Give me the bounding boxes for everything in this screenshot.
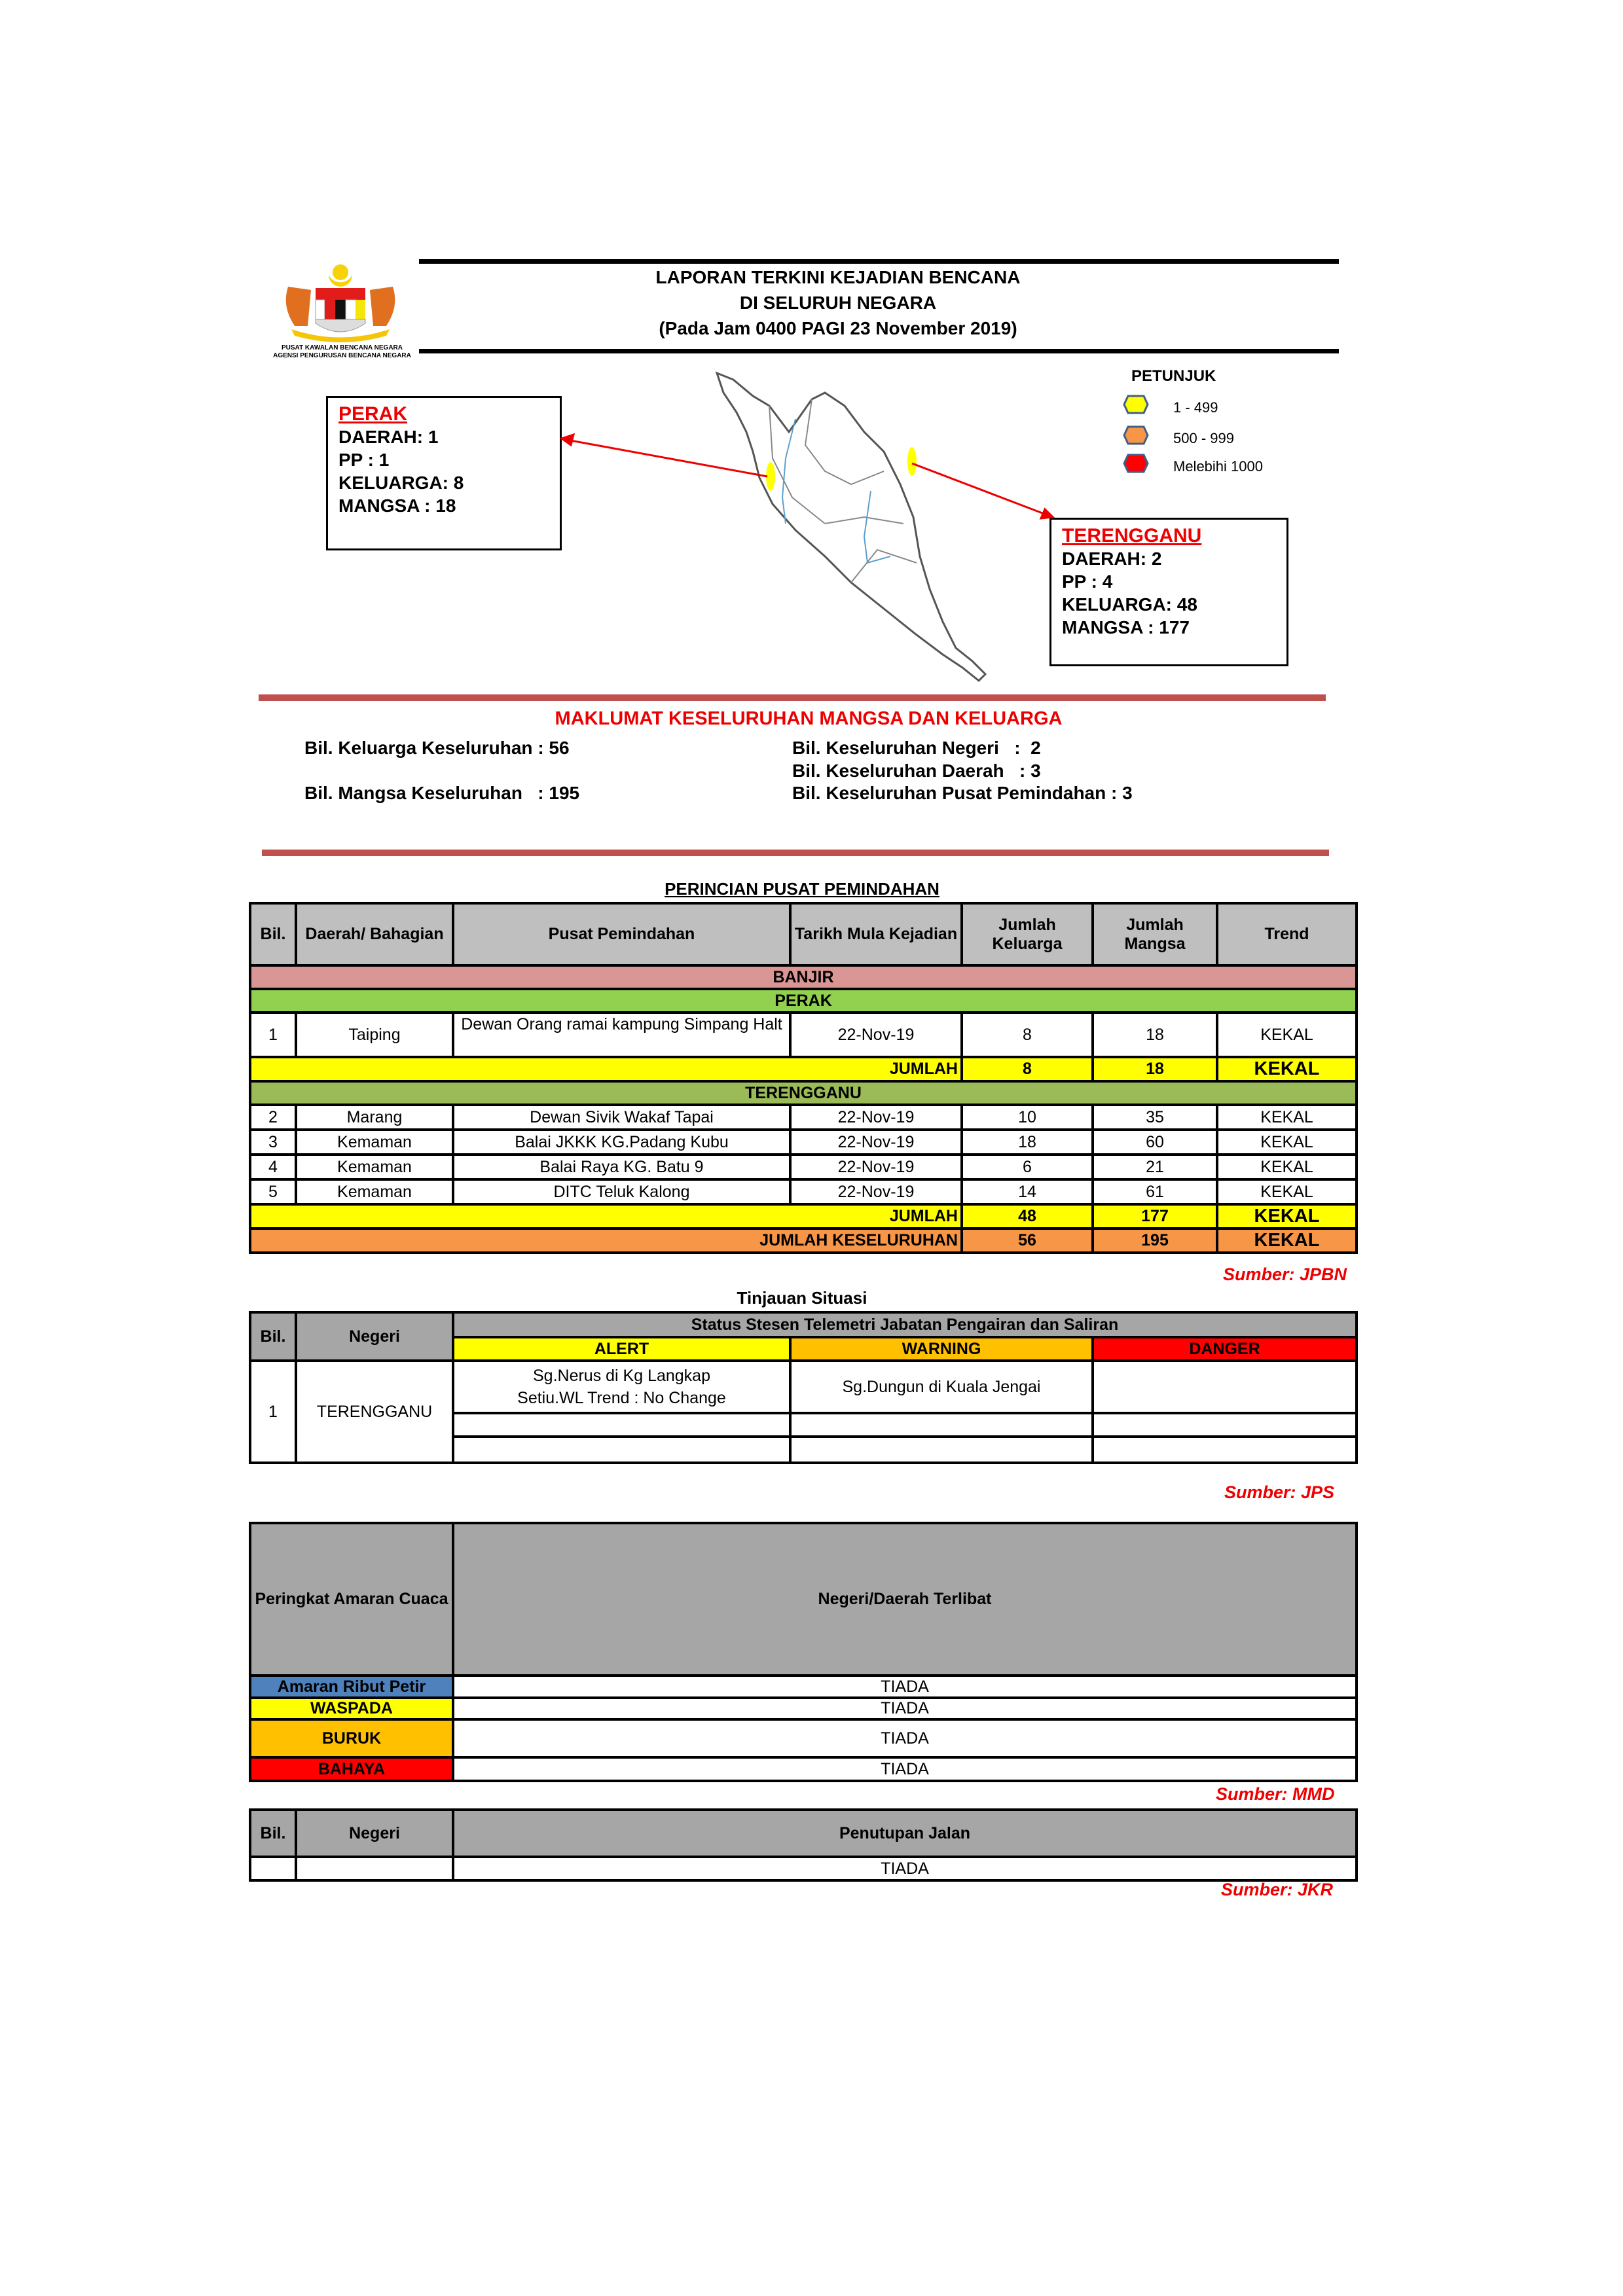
- state-row-terengganu: TERENGGANU: [250, 1081, 1357, 1105]
- col-negeri: Negeri: [296, 1810, 453, 1857]
- col-bil: Bil.: [250, 903, 296, 965]
- subtotal-keluarga: 8: [962, 1057, 1093, 1081]
- cell-tarikh: 22-Nov-19: [790, 1179, 962, 1204]
- cell-keluarga: 18: [962, 1130, 1093, 1155]
- cell-pusat: Dewan Orang ramai kampung Simpang Halt: [453, 1013, 790, 1057]
- cell-value: TIADA: [453, 1719, 1357, 1757]
- cell-value: TIADA: [453, 1757, 1357, 1781]
- cell-bil: 5: [250, 1179, 296, 1204]
- perak-pp: PP : 1: [338, 450, 390, 470]
- summary-keluarga: Bil. Keluarga Keseluruhan : 56: [304, 738, 570, 758]
- pusat-header-row: [250, 903, 1357, 965]
- table-row: [250, 1719, 1357, 1757]
- cell-keluarga: 14: [962, 1179, 1093, 1204]
- cell-bil: 4: [250, 1155, 296, 1179]
- cell-penutupan: TIADA: [453, 1857, 1357, 1880]
- summary-daerah: Bil. Keseluruhan Daerah : 3: [792, 761, 1041, 781]
- cell-keluarga: 8: [962, 1013, 1093, 1057]
- cell-danger: [1093, 1361, 1357, 1413]
- source-mmd: Sumber: MMD: [1216, 1784, 1335, 1804]
- report-datetime: (Pada Jam 0400 PAGI 23 November 2019): [659, 318, 1017, 338]
- col-bil: Bil.: [250, 1312, 296, 1361]
- table-row: [250, 1676, 1357, 1698]
- perak-daerah: DAERAH: 1: [338, 427, 439, 447]
- table-row: [250, 1179, 1357, 1204]
- disaster-type-row: BANJIR: [250, 965, 1357, 989]
- cell-daerah: Marang: [296, 1105, 453, 1130]
- table-row: [250, 1857, 1357, 1880]
- cell-trend: KEKAL: [1217, 1155, 1357, 1179]
- source-jkr: Sumber: JKR: [1221, 1880, 1334, 1899]
- cell-bil: [250, 1857, 296, 1880]
- col-status-stesen: Status Stesen Telemetri Jabatan Pengairan dan Saliran: [453, 1312, 1357, 1337]
- table-row: [250, 1698, 1357, 1719]
- logo-caption-1: PUSAT KAWALAN BENCANA NEGARA: [282, 344, 403, 351]
- col-keluarga: Jumlah Keluarga: [962, 903, 1093, 965]
- legend-yellow-hex-icon: [1123, 395, 1149, 414]
- col-danger: DANGER: [1093, 1337, 1357, 1361]
- subtotal-keluarga: 48: [962, 1204, 1093, 1229]
- amaran-cuaca-table: [249, 1522, 1358, 1782]
- cell-pusat: DITC Teluk Kalong: [453, 1179, 790, 1204]
- table-row: [250, 1155, 1357, 1179]
- cell-mangsa: 21: [1093, 1155, 1217, 1179]
- col-mangsa: Jumlah Mangsa: [1093, 903, 1217, 965]
- cell-trend: KEKAL: [1217, 1130, 1357, 1155]
- subtotal-mangsa: 18: [1093, 1057, 1217, 1081]
- cell-pusat: Balai JKKK KG.Padang Kubu: [453, 1130, 790, 1155]
- summary-bottom-bar: [262, 850, 1329, 856]
- empty-cell: [453, 1437, 790, 1463]
- perak-keluarga: KELUARGA: 8: [338, 473, 464, 493]
- col-bil: Bil.: [250, 1810, 296, 1857]
- col-warning: WARNING: [790, 1337, 1093, 1361]
- terengganu-mangsa: MANGSA : 177: [1062, 617, 1190, 637]
- cell-pusat: Balai Raya KG. Batu 9: [453, 1155, 790, 1179]
- alert-station-1: Sg.Nerus di Kg Langkap: [532, 1367, 710, 1385]
- legend-label-3: Melebihi 1000: [1173, 458, 1263, 475]
- cell-bil: 3: [250, 1130, 296, 1155]
- cell-daerah: Kemaman: [296, 1179, 453, 1204]
- col-trend: Trend: [1217, 903, 1357, 965]
- cell-negeri: TERENGGANU: [296, 1361, 453, 1463]
- cell-tarikh: 22-Nov-19: [790, 1155, 962, 1179]
- tinjauan-title: Tinjauan Situasi: [737, 1288, 867, 1308]
- cell-value: TIADA: [453, 1676, 1357, 1698]
- alert-station-2: Setiu.WL Trend : No Change: [517, 1389, 726, 1407]
- summary-top-bar: [259, 694, 1326, 701]
- cell-bil: 1: [250, 1361, 296, 1463]
- legend-orange-hex-icon: [1123, 425, 1149, 445]
- empty-cell: [790, 1437, 1093, 1463]
- col-pusat: Pusat Pemindahan: [453, 903, 790, 965]
- penutupan-jalan-table: [249, 1808, 1358, 1882]
- terengganu-affected-area: [907, 447, 917, 476]
- legend-red-hex-icon: [1123, 454, 1149, 473]
- source-jps: Sumber: JPS: [1224, 1482, 1335, 1502]
- cell-warning: Sg.Dungun di Kuala Jengai: [790, 1361, 1093, 1413]
- cell-trend: KEKAL: [1217, 1179, 1357, 1204]
- col-negeri: Negeri: [296, 1312, 453, 1361]
- table-row: [250, 1105, 1357, 1130]
- cell-daerah: Kemaman: [296, 1130, 453, 1155]
- summary-negeri: Bil. Keseluruhan Negeri : 2: [792, 738, 1041, 758]
- logo-caption-2: AGENSI PENGURUSAN BENCANA NEGARA: [273, 352, 411, 359]
- subtotal-row-terengganu: [250, 1204, 1357, 1229]
- summary-mangsa: Bil. Mangsa Keseluruhan : 195: [304, 783, 580, 803]
- cell-tarikh: 22-Nov-19: [790, 1130, 962, 1155]
- col-daerah: Daerah/ Bahagian: [296, 903, 453, 965]
- cell-trend: KEKAL: [1217, 1013, 1357, 1057]
- peninsular-malaysia-map: [0, 0, 1623, 694]
- cell-mangsa: 35: [1093, 1105, 1217, 1130]
- grand-total-mangsa: 195: [1093, 1229, 1217, 1253]
- subtotal-mangsa: 177: [1093, 1204, 1217, 1229]
- cell-value: TIADA: [453, 1698, 1357, 1719]
- grand-total-trend: KEKAL: [1217, 1229, 1357, 1253]
- subtotal-label: JUMLAH: [250, 1057, 962, 1081]
- perak-mangsa: MANGSA : 18: [338, 495, 456, 516]
- tinjauan-situasi-table: [249, 1311, 1358, 1464]
- level-bahaya: BAHAYA: [250, 1757, 453, 1781]
- terengganu-state-label: TERENGGANU: [1062, 525, 1202, 547]
- cell-keluarga: 10: [962, 1105, 1093, 1130]
- cell-bil: 2: [250, 1105, 296, 1130]
- legend-title: PETUNJUK: [1131, 367, 1216, 385]
- summary-pusat: Bil. Keseluruhan Pusat Pemindahan : 3: [792, 783, 1133, 803]
- col-peringkat-amaran: Peringkat Amaran Cuaca: [250, 1523, 453, 1676]
- cell-keluarga: 6: [962, 1155, 1093, 1179]
- pusat-pemindahan-table: [249, 902, 1358, 1254]
- subtotal-row-perak: [250, 1057, 1357, 1081]
- cell-mangsa: 60: [1093, 1130, 1217, 1155]
- cell-mangsa: 18: [1093, 1013, 1217, 1057]
- table-row: [250, 1013, 1357, 1057]
- empty-cell: [453, 1413, 790, 1437]
- table-row: [250, 1757, 1357, 1781]
- cell-bil: 1: [250, 1013, 296, 1057]
- col-penutupan-jalan: Penutupan Jalan: [453, 1810, 1357, 1857]
- subtotal-label: JUMLAH: [250, 1204, 962, 1229]
- terengganu-keluarga: KELUARGA: 48: [1062, 594, 1197, 615]
- table-row: [250, 1130, 1357, 1155]
- perak-affected-area: [766, 462, 775, 491]
- terengganu-pp: PP : 4: [1062, 571, 1113, 592]
- legend-label-2: 500 - 999: [1173, 430, 1234, 446]
- empty-cell: [1093, 1413, 1357, 1437]
- grand-total-row: [250, 1229, 1357, 1253]
- legend-label-1: 1 - 499: [1173, 399, 1218, 416]
- state-row-perak: PERAK: [250, 989, 1357, 1013]
- summary-title: MAKLUMAT KESELURUHAN MANGSA DAN KELUARGA: [555, 708, 1063, 729]
- grand-total-label: JUMLAH KESELURUHAN: [250, 1229, 962, 1253]
- level-waspada: WASPADA: [250, 1698, 453, 1719]
- table-row: [250, 1361, 1357, 1413]
- cell-daerah: Taiping: [296, 1013, 453, 1057]
- source-jpbn: Sumber: JPBN: [1223, 1265, 1347, 1284]
- cell-tarikh: 22-Nov-19: [790, 1105, 962, 1130]
- subtotal-trend: KEKAL: [1217, 1204, 1357, 1229]
- pusat-table-title-text: PERINCIAN PUSAT PEMINDAHAN: [665, 879, 939, 899]
- report-title: LAPORAN TERKINI KEJADIAN BENCANA: [655, 267, 1021, 287]
- cell-pusat: Dewan Sivik Wakaf Tapai: [453, 1105, 790, 1130]
- empty-cell: [790, 1413, 1093, 1437]
- empty-cell: [1093, 1437, 1357, 1463]
- cell-negeri: [296, 1857, 453, 1880]
- subtotal-trend: KEKAL: [1217, 1057, 1357, 1081]
- perak-state-label: PERAK: [338, 403, 408, 425]
- cell-trend: KEKAL: [1217, 1105, 1357, 1130]
- col-negeri-daerah: Negeri/Daerah Terlibat: [453, 1523, 1357, 1676]
- col-alert: ALERT: [453, 1337, 790, 1361]
- level-buruk: BURUK: [250, 1719, 453, 1757]
- map-outline: [717, 373, 985, 681]
- cell-daerah: Kemaman: [296, 1155, 453, 1179]
- cell-alert: [453, 1361, 790, 1413]
- level-ribut-petir: Amaran Ribut Petir: [250, 1676, 453, 1698]
- grand-total-keluarga: 56: [962, 1229, 1093, 1253]
- terengganu-daerah: DAERAH: 2: [1062, 548, 1162, 569]
- cell-tarikh: 22-Nov-19: [790, 1013, 962, 1057]
- pusat-table-title: [249, 879, 1355, 899]
- col-tarikh: Tarikh Mula Kejadian: [790, 903, 962, 965]
- report-subtitle: DI SELURUH NEGARA: [739, 293, 937, 313]
- cell-mangsa: 61: [1093, 1179, 1217, 1204]
